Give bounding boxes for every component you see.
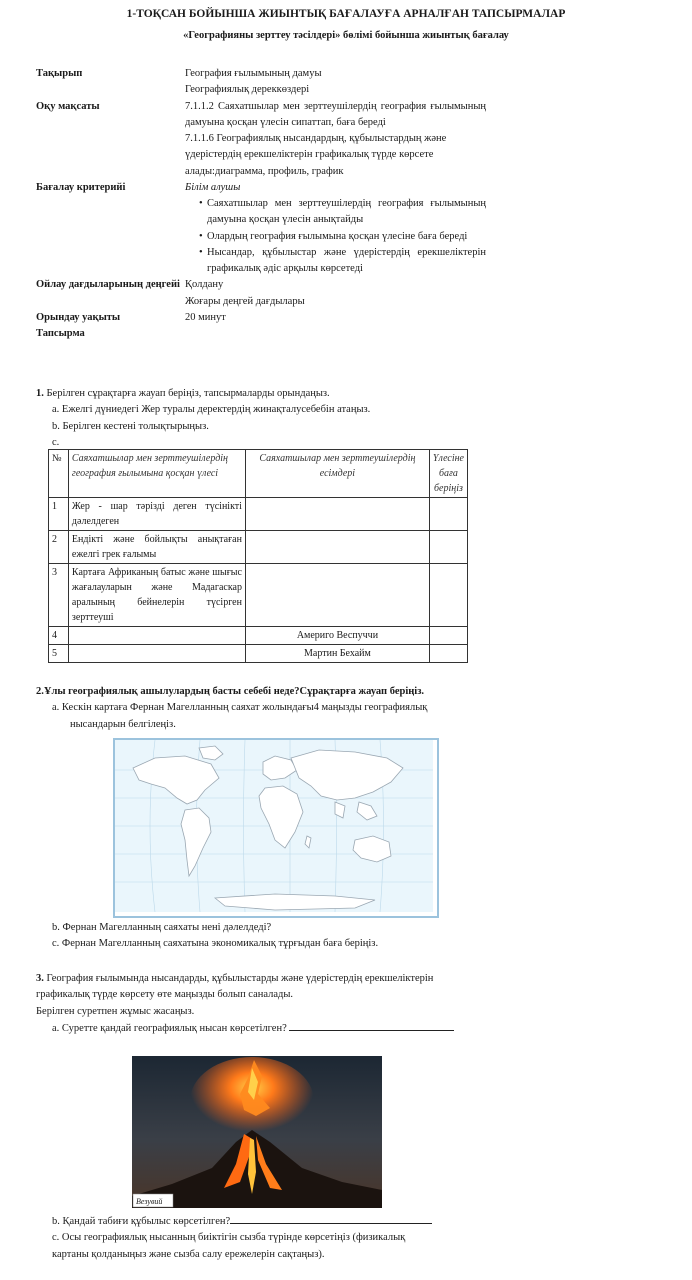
task3-c: c. Осы географиялық нысанның биіктігін сызба түрінде көрсетіңіз (физикалық bbox=[52, 1232, 406, 1244]
meta-topic-row bbox=[36, 66, 486, 99]
task-label: Тапсырма bbox=[36, 328, 85, 340]
task3-line3: Берілген суретпен жұмыс жасаңыз. bbox=[36, 1005, 195, 1017]
task3-line1: География ғылымында нысандарды, құбылыстарды және үдерістердің ерекшеліктерін bbox=[46, 973, 434, 984]
task2-questions bbox=[36, 920, 476, 953]
meta-goal-row bbox=[36, 99, 486, 180]
page-subtitle: «Географияны зерттеу тәсілдері» бөлімі бойынша жиынтық бағалау bbox=[183, 30, 509, 41]
task1-c: c. bbox=[52, 436, 60, 448]
task1-section bbox=[36, 386, 476, 451]
task3-a bbox=[36, 1020, 496, 1037]
task1-text: Берілген сұрақтарға жауап беріңіз, тапсырмаларды орындаңыз. bbox=[46, 388, 330, 399]
row-number: 2 bbox=[49, 531, 69, 564]
grade-cell[interactable] bbox=[429, 645, 467, 663]
table-header-row bbox=[49, 450, 468, 498]
meta-criteria-row bbox=[36, 180, 486, 278]
criteria-item: • Олардың география ғылымына қосқан үлесіне баға береді bbox=[207, 229, 486, 245]
table-row bbox=[49, 645, 468, 663]
table-header-cell: Үлесіне баға беріңіз bbox=[429, 450, 467, 498]
skills-line: Қолдану bbox=[185, 279, 224, 291]
table-row bbox=[49, 564, 468, 627]
row-number: 4 bbox=[49, 627, 69, 645]
grade-cell[interactable] bbox=[429, 498, 467, 531]
task3-line2: графикалық түрде көрсету өте маңызды болып саналады. bbox=[36, 989, 294, 1001]
contribution-cell: Жер - шар тәрізді деген түсінікті дәлелдеген bbox=[68, 498, 245, 531]
table-header-cell: № bbox=[49, 450, 69, 498]
name-cell[interactable] bbox=[245, 564, 429, 627]
world-map-graphic bbox=[115, 740, 433, 912]
criteria-label: Бағалау критерийі bbox=[36, 181, 126, 193]
row-number: 5 bbox=[49, 645, 69, 663]
task2-b: b. Фернан Магелланның саяхаты нені дәлелдеді? bbox=[52, 922, 272, 933]
task3-b-text: b. Қандай табиғи құбылыс көрсетілген? bbox=[52, 1216, 231, 1227]
meta-task-row bbox=[36, 326, 486, 342]
world-outline-map[interactable] bbox=[113, 738, 439, 918]
skills-label: Ойлау дағдыларының деңгейі bbox=[36, 279, 180, 291]
task1-number: 1. bbox=[36, 388, 44, 399]
grade-cell[interactable] bbox=[429, 531, 467, 564]
task2-section bbox=[36, 684, 476, 733]
task2-c: c. Фернан Магелланның саяхатына экономикалық тұрғыдан баға беріңіз. bbox=[52, 938, 379, 950]
name-cell[interactable] bbox=[245, 498, 429, 531]
name-cell: Америго Веспуччи bbox=[245, 627, 429, 645]
travelers-table bbox=[48, 449, 468, 663]
contribution-cell[interactable] bbox=[68, 627, 245, 645]
volcano-photo bbox=[132, 1056, 382, 1208]
table-header-cell: Саяхатшылар мен зерттеушілердің география ғылымына қосқан үлесі bbox=[68, 450, 245, 498]
criteria-item: • Саяхатшылар мен зерттеушілердің география ғылымының дамуына қосқан үлесін анықтайды bbox=[207, 196, 486, 229]
topic-line: Географиялық дереккөздері bbox=[185, 84, 310, 96]
task3-a-text: a. Суретте қандай географиялық нысан көрсетілген? bbox=[52, 1022, 287, 1034]
topic-line: География ғылымының дамуы bbox=[185, 68, 322, 79]
answer-blank[interactable] bbox=[289, 1020, 454, 1031]
grade-cell[interactable] bbox=[429, 627, 467, 645]
goal-item: 7.1.1.6 Географиялық нысандардың, құбылыстардың және үдерістердің ерекшеліктерін графикалық түрде көрсете алады:диаграмма, профиль, график bbox=[185, 133, 447, 177]
meta-time-row bbox=[36, 310, 486, 326]
time-label: Орындау уақыты bbox=[36, 311, 121, 323]
table-row bbox=[49, 531, 468, 564]
table-header-cell: Саяхатшылар мен зерттеушілердің есімдері bbox=[245, 450, 429, 498]
task1-heading bbox=[36, 386, 476, 402]
image-caption: Везувий bbox=[136, 1197, 163, 1206]
answer-blank[interactable] bbox=[230, 1213, 432, 1224]
criteria-list bbox=[185, 196, 486, 277]
contribution-cell: Картаға Африканың батыс және шығыс жағалауларын және Мадагаскар аралының бейнелерін түсірген зерттеуші bbox=[68, 564, 245, 627]
task2-a: a. Кескін картаға Фернан Магелланның саяхат жолындағы4 маңызды географиялық bbox=[52, 702, 428, 714]
table-row bbox=[49, 498, 468, 531]
task3-section bbox=[36, 971, 496, 1037]
row-number: 3 bbox=[49, 564, 69, 627]
meta-skills-row bbox=[36, 277, 486, 310]
volcano-image bbox=[132, 1056, 382, 1208]
contribution-cell: Ендікті және бойлықты анықтаған ежелгі грек ғалымы bbox=[68, 531, 245, 564]
task1-b: b. Берілген кестені толықтырыңыз. bbox=[52, 420, 209, 432]
goal-item: 7.1.1.2 Саяхатшылар мен зерттеушілердің география ғылымының дамуына қосқан үлесін сипаттап, баға береді bbox=[185, 100, 486, 128]
table-row bbox=[49, 627, 468, 645]
task3-b bbox=[36, 1213, 496, 1230]
contribution-cell[interactable] bbox=[68, 645, 245, 663]
page-title: 1-ТОҚСАН БОЙЫНША ЖИЫНТЫҚ БАҒАЛАУҒА АРНАЛҒАН ТАПСЫРМАЛАР bbox=[126, 8, 566, 20]
task3-questions bbox=[36, 1213, 496, 1263]
skills-line: Жоғары деңгей дағдылары bbox=[185, 295, 305, 307]
task1-a: a. Ежелгі дүниедегі Жер туралы деректердің жинақталуcебебін атаңыз. bbox=[52, 404, 371, 416]
task3-c-cont: картаны қолданыңыз және сызба салу ережелерін сақтаңыз). bbox=[52, 1248, 325, 1260]
task3-number: 3. bbox=[36, 973, 44, 984]
meta-block bbox=[36, 66, 486, 343]
grade-cell[interactable] bbox=[429, 564, 467, 627]
name-cell: Мартин Бехайм bbox=[245, 645, 429, 663]
name-cell[interactable] bbox=[245, 531, 429, 564]
task3-heading bbox=[36, 971, 496, 987]
time-value: 20 минут bbox=[185, 311, 226, 323]
topic-label: Тақырып bbox=[36, 68, 83, 79]
row-number: 1 bbox=[49, 498, 69, 531]
goal-label: Оқу мақсаты bbox=[36, 100, 100, 112]
task2-a-cont: нысандарын белгілеңіз. bbox=[70, 718, 176, 730]
criteria-item: • Нысандар, құбылыстар және үдерістердің ерекшеліктерін графикалық әдіс арқылы көрсетеді bbox=[207, 245, 486, 278]
task2-heading: 2.Ұлы географиялық ашылулардың басты себебі неде?Сұрақтарға жауап беріңіз. bbox=[36, 686, 425, 697]
criteria-intro: Білім алушы bbox=[185, 181, 241, 193]
